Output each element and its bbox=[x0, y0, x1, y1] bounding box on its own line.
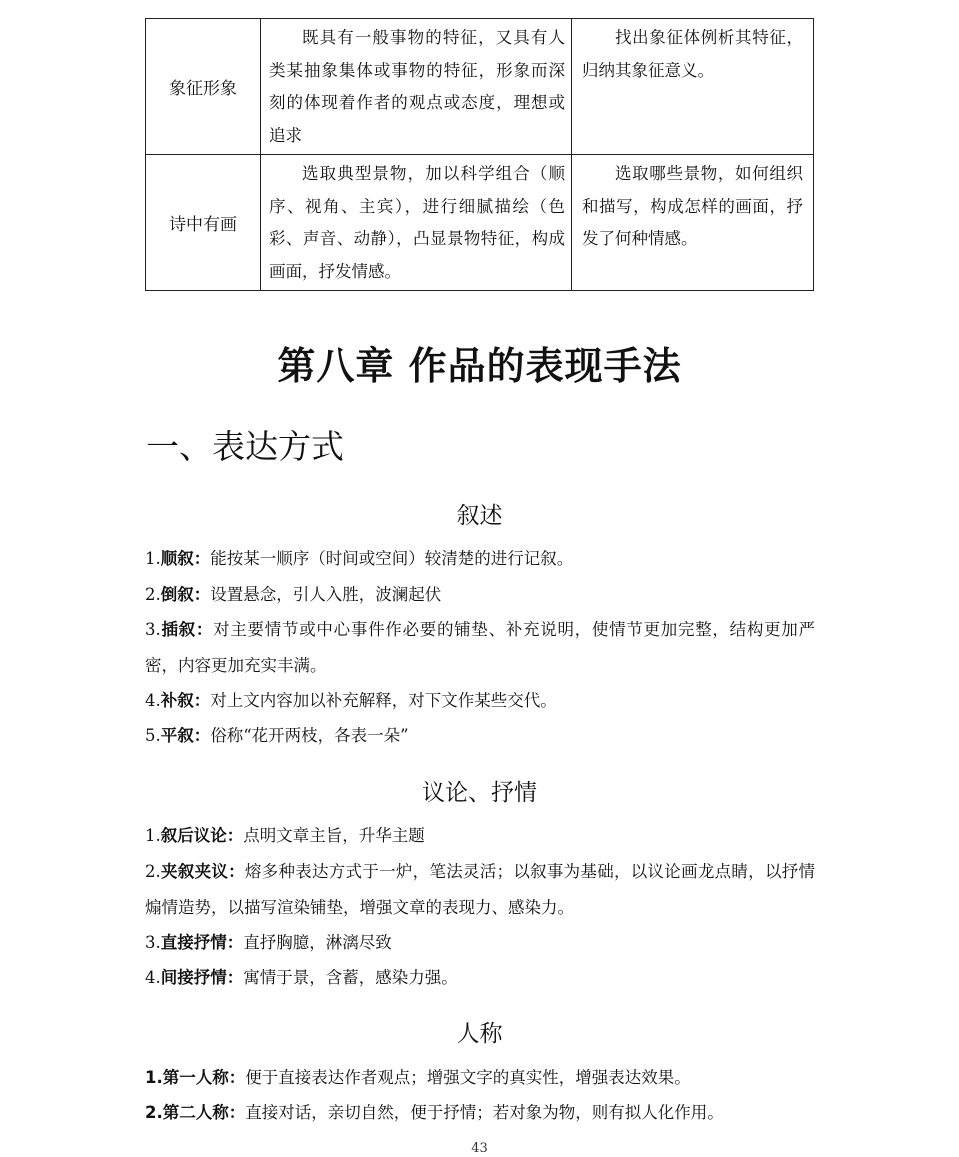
table-row bbox=[146, 19, 814, 155]
page-number: 43 bbox=[471, 1141, 488, 1156]
chapter-title: 第八章 作品的表现手法 bbox=[277, 344, 682, 388]
list-item: 3.直接抒情：直抒胸臆，淋漓尽致 bbox=[145, 933, 392, 952]
table-cell-description: 选取典型景物，加以科学组合（顺序、视角、主宾），进行细腻描绘（色彩、声音、动静），凸显景物特征，构成画面，抒发情感。 bbox=[261, 155, 572, 291]
table-cell-description: 既具有一般事物的特征，又具有人类某抽象集体或事物的特征，形象而深刻的体现着作者的观点或态度，理想或追求 bbox=[261, 19, 572, 155]
person-heading: 人称 bbox=[456, 1021, 503, 1047]
list-item: 2.第二人称：直接对话，亲切自然，便于抒情；若对象为物，则有拟人化作用。 bbox=[145, 1103, 724, 1122]
list-item: 5.平叙：俗称“花开两枝，各表一朵” bbox=[145, 726, 409, 745]
list-item: 1.顺叙：能按某一顺序（时间或空间）较清楚的进行记叙。 bbox=[145, 549, 574, 568]
table-row bbox=[146, 155, 814, 291]
narration-heading: 叙述 bbox=[456, 503, 503, 529]
discussion-heading: 议论、抒情 bbox=[422, 780, 537, 806]
table-cell-term: 诗中有画 bbox=[146, 155, 261, 291]
list-item: 2.夹叙夹议：熔多种表达方式于一炉，笔法灵活；以叙事为基础，以议论画龙点睛，以抒情煽情造势，以描写渲染铺垫，增强文章的表现力、感染力。 bbox=[145, 862, 816, 917]
list-item: 1.第一人称：便于直接表达作者观点；增强文字的真实性，增强表达效果。 bbox=[145, 1068, 691, 1087]
section-title: 一、表达方式 bbox=[146, 427, 344, 466]
list-item: 2.倒叙：设置悬念，引人入胜，波澜起伏 bbox=[145, 585, 442, 604]
list-item: 3.插叙：对主要情节或中心事件作必要的铺垫、补充说明，使情节更加完整，结构更加严密，内容更加充实丰满。 bbox=[145, 620, 816, 675]
list-item: 4.补叙：对上文内容加以补充解释，对下文作某些交代。 bbox=[145, 691, 557, 710]
table-cell-method: 选取哪些景物，如何组织和描写，构成怎样的画面，抒发了何种情感。 bbox=[572, 155, 814, 291]
technique-table bbox=[145, 18, 814, 291]
list-item: 4.间接抒情：寓情于景，含蓄，感染力强。 bbox=[145, 968, 458, 987]
list-item: 1.叙后议论：点明文章主旨，升华主题 bbox=[145, 826, 425, 845]
table-cell-method: 找出象征体例析其特征，归纳其象征意义。 bbox=[572, 19, 814, 155]
table-cell-term: 象征形象 bbox=[146, 19, 261, 155]
